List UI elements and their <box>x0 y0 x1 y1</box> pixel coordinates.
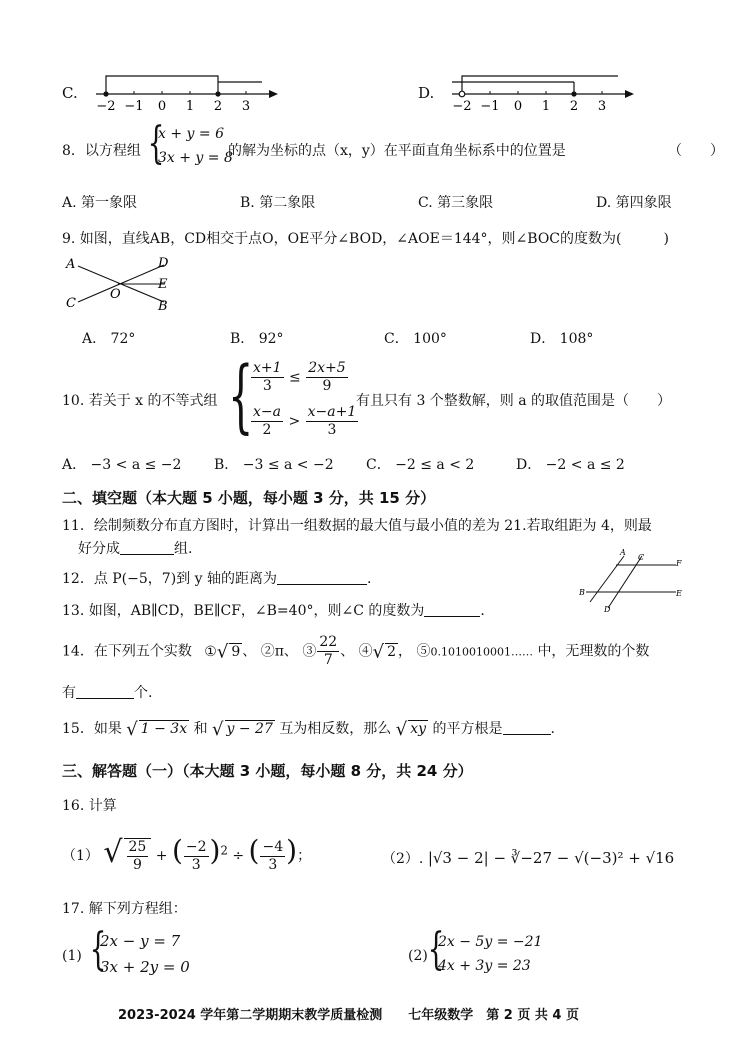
q9-label-e: E <box>158 277 168 292</box>
q8-paren: （ ） <box>668 143 724 159</box>
q9-label-b: B <box>158 299 168 314</box>
q13-label-c: C <box>638 553 645 562</box>
q10-option-c: C． −2 ≤ a < 2 <box>366 457 475 473</box>
q8-option-a: A. 第一象限 <box>62 195 138 211</box>
q13-label-e: E <box>676 589 682 598</box>
question-14: 14．在下列五个实数 ①√ 9 、 ②π、 ③ $\frac{22}{7}$ 、 ④√ 2 ， ⑤0.1010010001…… 中，无理数的个数 <box>62 634 650 668</box>
q10-option-d: D． −2 < a ≤ 2 <box>516 457 625 473</box>
q11-line1: 11．绘制频数分布直方图时，计算出一组数据的最大值与最小值的差为 21.若取组距为 4，则最 <box>62 518 652 534</box>
q15-blank[interactable] <box>503 720 551 735</box>
tick-label: −2 <box>452 99 472 114</box>
option-c-label: C. <box>62 84 78 102</box>
q11-line2: 好分成 组. <box>78 541 193 557</box>
q9-label-d: D <box>158 256 169 271</box>
tick-label: 2 <box>569 99 579 114</box>
q8-eq1: x + y = 6 <box>158 126 224 142</box>
q17-title: 17. 解下列方程组： <box>62 901 187 917</box>
q13-blank[interactable] <box>424 602 480 617</box>
q10-stem: 有且只有 3 个整数解，则 a 的取值范围是（ ） <box>356 393 672 409</box>
option-d-label: D. <box>418 84 435 102</box>
q16-part2: （2）. |√3 − 2| − ∛−27 − √(−3)² + √16 <box>382 849 675 867</box>
question-15: 15．如果 √ 1 − 3x 和 √ y − 27 互为相反数，那么 √ xy 的平方根是 . <box>62 719 555 740</box>
q8-brace: { <box>147 118 165 169</box>
page-footer: 2023-2024 学年第二学期期末教学质量检测 七年级数学 第 2 页 共 4 页 <box>118 1008 580 1023</box>
q12-blank[interactable] <box>277 570 367 585</box>
tick-label: 0 <box>513 99 523 114</box>
tick-label: −2 <box>96 99 116 114</box>
q13-label-d: D <box>604 605 611 614</box>
number-line-d <box>448 70 638 116</box>
question-12: 12．点 P(−5，7)到 y 轴的距离为 . <box>62 571 372 587</box>
tick-label: 2 <box>213 99 223 114</box>
q10-option-a: A． −3 < a ≤ −2 <box>62 457 182 473</box>
q8-stem: 的解为坐标的点（x，y）在平面直角坐标系中的位置是 <box>228 143 566 159</box>
q9-option-a: A． 72° <box>82 331 136 347</box>
q16-title: 16. 计算 <box>62 798 117 814</box>
q10-option-b: B． −3 ≤ a < −2 <box>214 457 334 473</box>
question-10-number: 10. 若关于 x 的不等式组 <box>62 393 218 409</box>
q9-label-a: A <box>66 257 76 272</box>
q9-option-b: B． 92° <box>230 331 284 347</box>
tick-label: −1 <box>480 99 500 114</box>
q13-figure <box>576 548 686 614</box>
tick-label: 1 <box>185 99 195 114</box>
question-13: 13. 如图，AB∥CD，BE∥CF，∠B=40°，则∠C 的度数为 . <box>62 603 485 619</box>
q8-number: 8．以方程组 <box>62 143 141 159</box>
section-2-heading: 二、填空题（本大题 5 小题，每小题 3 分，共 15 分） <box>62 489 436 507</box>
tick-label: 1 <box>541 99 551 114</box>
section-3-heading: 三、解答题（一）（本大题 3 小题，每小题 8 分，共 24 分） <box>62 762 473 780</box>
q8-eq2: 3x + y = 8 <box>158 150 233 166</box>
q9-figure <box>60 252 190 314</box>
q9-label-c: C <box>66 296 76 311</box>
q10-ineq1: $\frac{x+1}{3}$ ≤ $\frac{2x+5}{9}$ <box>253 360 346 394</box>
tick-label: −1 <box>124 99 144 114</box>
number-line-c <box>92 70 282 116</box>
q9-label-o: O <box>110 287 121 302</box>
tick-label: 0 <box>157 99 167 114</box>
tick-label: 3 <box>241 99 251 114</box>
q13-label-b: B <box>579 588 585 597</box>
q8-option-c: C. 第三象限 <box>418 195 494 211</box>
tick-label: 3 <box>597 99 607 114</box>
q11-blank[interactable] <box>120 540 174 555</box>
q8-option-d: D. 第四象限 <box>596 195 672 211</box>
q10-ineq2: $\frac{x-a}{2}$ > $\frac{x-a+1}{3}$ <box>253 404 357 438</box>
q13-label-f: F <box>676 559 682 568</box>
q9-option-c: C． 100° <box>384 331 447 347</box>
q14-line2: 有 个. <box>62 685 153 701</box>
q9-option-d: D． 108° <box>530 331 594 347</box>
q8-option-b: B. 第二象限 <box>240 195 316 211</box>
question-9-stem: 9. 如图，直线AB，CD相交于点O，OE平分∠BOD，∠AOE＝144°，则∠BOC的度数为( ) <box>62 231 669 247</box>
q14-blank[interactable] <box>76 684 134 699</box>
q10-brace: { <box>228 349 254 442</box>
q13-label-a: A <box>620 548 626 557</box>
q16-part1: （1） √ $\frac{25}{9}$ + ( $\frac{-2}{3}$ )$^2$ ÷ ( $\frac{-4}{3}$ )； <box>62 834 312 873</box>
